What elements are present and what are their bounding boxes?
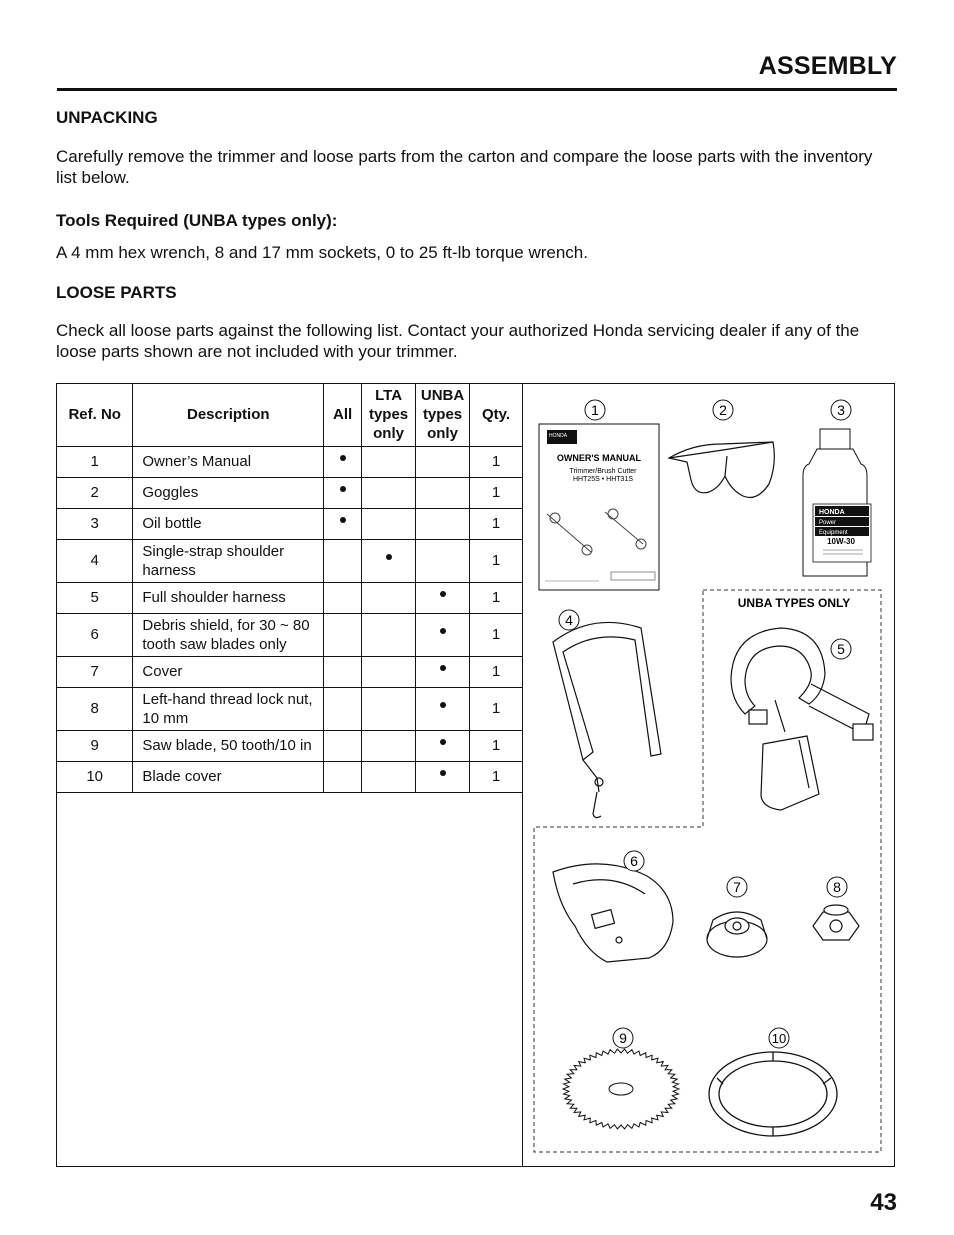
unba-cell [416,730,470,761]
unpacking-heading: UNPACKING [56,108,158,127]
header-lta [362,384,416,446]
description-line: Cover [142,663,183,680]
callout-10 [769,1028,789,1048]
description-line: 10 mm [142,709,189,727]
callout-number: 4 [565,612,573,628]
lta-cell [362,508,416,539]
unba-cell [416,761,470,792]
page-number: 43 [870,1189,897,1216]
bullet-dot-icon [340,517,346,523]
callout-number: 5 [837,641,845,657]
lta-cell [362,656,416,687]
all-cell [324,446,362,477]
unba-types-only-label: UNBA TYPES ONLY [737,596,851,610]
header-lta-line: only [373,425,404,443]
unba-cell [416,613,470,656]
tools-heading: Tools Required (UNBA types only): [56,211,338,230]
qty-cell: 1 [470,613,523,656]
qty-cell: 1 [470,687,523,730]
manual-brand: HONDA [549,433,568,439]
lta-cell [362,539,416,582]
loose-parts-paragraph: Check all loose parts against the following list. Contact your authorized Honda servicing dealer if any of the loose parts shown are not included with your trimmer. [56,321,860,361]
callout-4 [559,610,579,630]
description-cell [133,730,324,761]
description-line: Full shoulder harness [142,589,286,606]
table-row [57,539,523,582]
description-line: Oil bottle [142,515,202,532]
lta-cell [362,761,416,792]
qty-cell: 1 [470,539,523,582]
header-unba [416,384,470,446]
header-description: Description [133,384,324,446]
callout-number: 2 [719,402,727,418]
bullet-dot-icon [440,665,446,671]
bottle-line2: Equipment [819,530,848,536]
parts-box [56,383,895,1167]
description-cell [133,446,324,477]
tools-paragraph: A 4 mm hex wrench, 8 and 17 mm sockets, 0 to 25 ft-lb torque wrench. [56,243,588,262]
table-row [57,730,523,761]
blade-cover-drawing [709,1052,837,1136]
manual-title: OWNER'S MANUAL [556,453,642,463]
table-row [57,508,523,539]
saw-blade-drawing [563,1049,679,1129]
callout-1 [585,400,605,420]
header-all: All [324,384,362,446]
table-row [57,613,523,656]
lock-nut-drawing [813,905,859,940]
description-line: tooth saw blades only [142,635,287,653]
callout-number: 1 [591,402,599,418]
table-row [57,656,523,687]
owners-manual-drawing [539,424,659,590]
unba-cell [416,477,470,508]
oil-bottle-drawing [803,429,871,576]
bullet-dot-icon [386,554,392,560]
ref-no-cell: 9 [57,730,133,761]
all-cell [324,477,362,508]
callout-number: 8 [833,879,841,895]
manual-subtitle: Trimmer/Brush Cutter [569,468,637,475]
description-line: Left-hand thread lock nut, [142,690,313,708]
callout-7 [727,877,747,897]
bullet-dot-icon [440,770,446,776]
description-cell [133,539,324,582]
loose-parts-illustration [523,384,894,1166]
header-unba-line: UNBA [420,387,465,405]
callout-6 [624,851,644,871]
manual-models: HHT25S • HHT31S [572,476,634,483]
header-rule [57,88,897,91]
description-line: harness [142,561,196,579]
description-cell [133,477,324,508]
loose-parts-heading: LOOSE PARTS [56,283,177,302]
cover-drawing [707,912,767,957]
lta-cell [362,582,416,613]
bullet-dot-icon [440,702,446,708]
unba-cell [416,446,470,477]
full-shoulder-harness-drawing [731,628,873,810]
description-line: Blade cover [142,768,222,785]
qty-cell: 1 [470,761,523,792]
lta-cell [362,477,416,508]
bullet-dot-icon [440,628,446,634]
ref-no-cell: 3 [57,508,133,539]
unba-cell [416,508,470,539]
lta-cell [362,613,416,656]
single-strap-harness-drawing [553,622,661,817]
all-cell [324,582,362,613]
qty-cell: 1 [470,582,523,613]
unba-cell [416,582,470,613]
header-unba-line: types [422,406,463,424]
table-row [57,446,523,477]
all-cell [324,508,362,539]
callout-number: 3 [837,402,845,418]
callout-5 [831,639,851,659]
description-line: Saw blade, 50 tooth/10 in [142,737,312,754]
qty-cell: 1 [470,730,523,761]
header-qty: Qty. [470,384,523,446]
lta-cell [362,730,416,761]
table-row [57,477,523,508]
bullet-dot-icon [440,739,446,745]
callout-3 [831,400,851,420]
callout-2 [713,400,733,420]
all-cell [324,730,362,761]
unpacking-paragraph: Carefully remove the trimmer and loose parts from the carton and compare the loose parts with the inventory list below. [56,147,873,187]
ref-no-cell: 5 [57,582,133,613]
table-row [57,761,523,792]
table-row [57,582,523,613]
callout-number: 6 [630,853,638,869]
all-cell [324,761,362,792]
lta-cell [362,687,416,730]
ref-no-cell: 1 [57,446,133,477]
lta-cell [362,446,416,477]
ref-no-cell: 4 [57,539,133,582]
bullet-dot-icon [340,486,346,492]
unba-cell [416,687,470,730]
description-cell [133,761,324,792]
parts-table [57,384,523,793]
page-title: ASSEMBLY [758,52,897,80]
description-cell [133,582,324,613]
ref-no-cell: 10 [57,761,133,792]
description-cell [133,613,324,656]
callout-number: 10 [771,1031,787,1046]
ref-no-cell: 2 [57,477,133,508]
qty-cell: 1 [470,446,523,477]
qty-cell: 1 [470,477,523,508]
bottle-line1: Power [819,520,837,526]
bottle-grade: 10W-30 [827,537,855,546]
header-lta-line: LTA [375,387,403,405]
description-line: Owner’s Manual [142,453,252,470]
ref-no-cell: 6 [57,613,133,656]
ref-no-cell: 7 [57,656,133,687]
description-line: Debris shield, for 30 ~ 80 [142,616,310,634]
goggles-drawing [669,442,774,498]
all-cell [324,656,362,687]
header-ref-no: Ref. No [57,384,133,446]
description-line: Goggles [142,484,199,501]
bullet-dot-icon [340,455,346,461]
description-cell [133,656,324,687]
all-cell [324,687,362,730]
description-cell [133,508,324,539]
header-lta-line: types [368,406,409,424]
ref-no-cell: 8 [57,687,133,730]
callout-9 [613,1028,633,1048]
all-cell [324,613,362,656]
callout-8 [827,877,847,897]
all-cell [324,539,362,582]
qty-cell: 1 [470,508,523,539]
description-line: Single-strap shoulder [142,542,285,560]
callout-number: 7 [733,879,741,895]
unba-cell [416,539,470,582]
bottle-brand: HONDA [819,509,845,516]
description-cell [133,687,324,730]
header-unba-line: only [427,425,458,443]
callout-number: 9 [619,1030,627,1046]
debris-shield-drawing [553,864,673,962]
table-row [57,687,523,730]
qty-cell: 1 [470,656,523,687]
bullet-dot-icon [440,591,446,597]
unba-cell [416,656,470,687]
